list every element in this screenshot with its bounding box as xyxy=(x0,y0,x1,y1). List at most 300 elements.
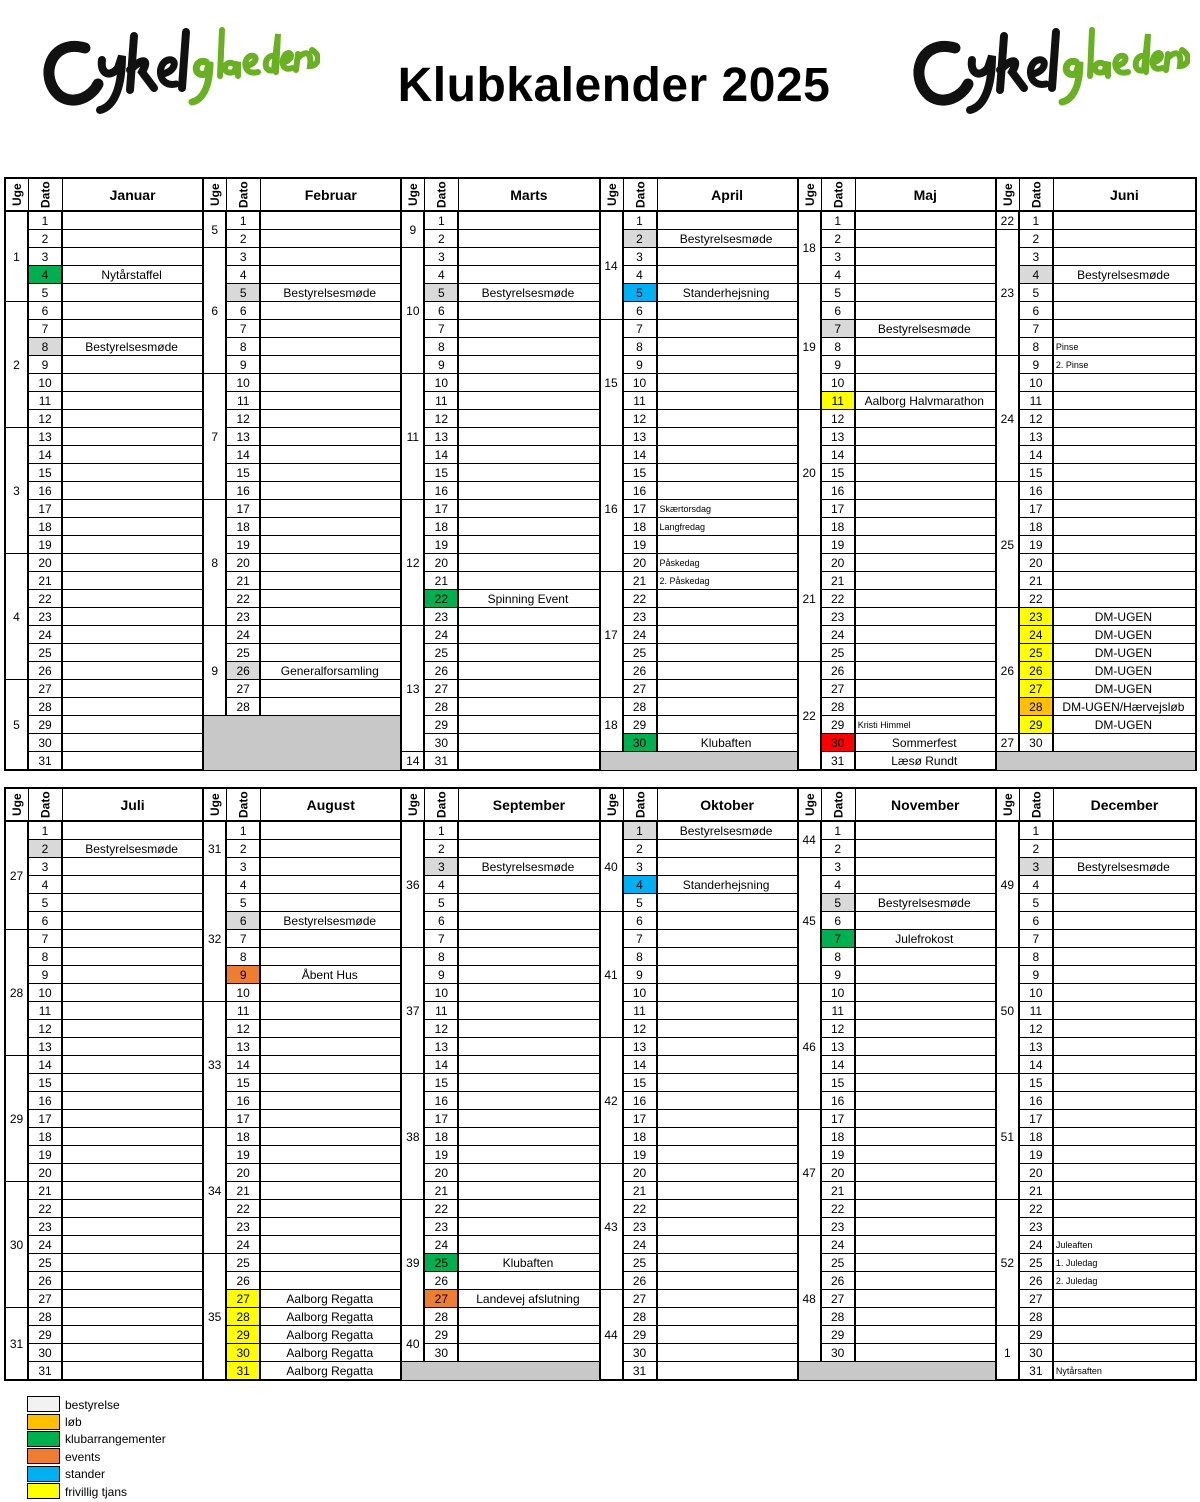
day-row[interactable] xyxy=(227,374,400,392)
event-cell[interactable] xyxy=(1054,1038,1193,1055)
day-row[interactable] xyxy=(1020,572,1195,590)
event-cell[interactable] xyxy=(459,752,596,769)
event-cell[interactable] xyxy=(1054,572,1193,589)
day-row[interactable] xyxy=(425,392,598,410)
event-cell[interactable] xyxy=(459,446,596,463)
event-cell[interactable] xyxy=(658,626,795,643)
event-cell[interactable] xyxy=(856,608,993,625)
event-cell[interactable] xyxy=(856,1254,993,1271)
day-row[interactable] xyxy=(227,1128,400,1146)
event-cell[interactable] xyxy=(63,320,200,337)
day-row[interactable] xyxy=(29,410,202,428)
day-row[interactable] xyxy=(1020,1146,1195,1164)
event-cell[interactable] xyxy=(459,1074,596,1091)
day-row[interactable] xyxy=(822,662,995,680)
event-cell[interactable] xyxy=(261,392,398,409)
day-row[interactable] xyxy=(1020,822,1195,840)
day-row[interactable] xyxy=(425,374,598,392)
event-cell[interactable] xyxy=(63,1074,200,1091)
event-cell[interactable]: Aalborg Regatta xyxy=(286,1363,374,1378)
event-cell[interactable] xyxy=(459,212,596,229)
event-cell[interactable] xyxy=(261,1200,398,1217)
day-row[interactable] xyxy=(822,1290,995,1308)
event-cell[interactable] xyxy=(63,248,200,265)
event-cell[interactable] xyxy=(261,1218,398,1235)
day-row[interactable] xyxy=(822,1002,995,1020)
event-cell[interactable] xyxy=(1054,984,1193,1001)
event-cell[interactable] xyxy=(261,948,398,965)
day-row[interactable] xyxy=(1020,266,1195,284)
day-row[interactable] xyxy=(822,716,995,734)
day-row[interactable] xyxy=(227,536,400,554)
event-cell[interactable] xyxy=(459,734,596,751)
event-cell[interactable] xyxy=(63,1128,200,1145)
day-row[interactable] xyxy=(227,1146,400,1164)
day-row[interactable] xyxy=(822,428,995,446)
event-cell[interactable] xyxy=(261,356,398,373)
event-cell[interactable] xyxy=(1054,554,1193,571)
event-cell[interactable] xyxy=(261,536,398,553)
day-row[interactable] xyxy=(822,1128,995,1146)
day-row[interactable] xyxy=(227,1038,400,1056)
event-cell[interactable] xyxy=(261,230,398,247)
day-row[interactable] xyxy=(822,698,995,716)
day-row[interactable] xyxy=(1020,1326,1195,1344)
event-cell[interactable] xyxy=(63,1146,200,1163)
day-row[interactable] xyxy=(822,320,995,338)
day-row[interactable] xyxy=(1020,212,1195,230)
day-row[interactable] xyxy=(227,266,400,284)
event-cell[interactable] xyxy=(856,464,993,481)
day-row[interactable] xyxy=(227,1020,400,1038)
event-cell[interactable] xyxy=(261,1020,398,1037)
day-row[interactable] xyxy=(624,554,797,572)
day-row[interactable] xyxy=(624,698,797,716)
day-row[interactable] xyxy=(624,572,797,590)
day-row[interactable] xyxy=(624,1074,797,1092)
day-row[interactable] xyxy=(1020,1056,1195,1074)
event-cell[interactable] xyxy=(63,482,200,499)
day-row[interactable] xyxy=(227,338,400,356)
day-row[interactable] xyxy=(29,554,202,572)
day-row[interactable] xyxy=(1020,554,1195,572)
day-row[interactable] xyxy=(29,1362,202,1380)
day-row[interactable] xyxy=(624,392,797,410)
event-cell[interactable] xyxy=(856,572,993,589)
day-row[interactable] xyxy=(624,1344,797,1362)
event-cell[interactable] xyxy=(1054,1344,1193,1361)
event-cell[interactable] xyxy=(658,1272,795,1289)
day-row[interactable] xyxy=(624,716,797,734)
event-cell[interactable] xyxy=(658,356,795,373)
day-row[interactable] xyxy=(822,876,995,894)
event-cell[interactable] xyxy=(63,1200,200,1217)
day-row[interactable] xyxy=(624,608,797,626)
day-row[interactable] xyxy=(1020,930,1195,948)
day-row[interactable] xyxy=(425,1002,598,1020)
event-cell[interactable] xyxy=(658,1074,795,1091)
day-row[interactable] xyxy=(227,644,400,662)
event-cell[interactable] xyxy=(63,1092,200,1109)
event-cell[interactable]: Læsø Rundt xyxy=(891,753,958,768)
event-cell[interactable] xyxy=(459,374,596,391)
day-row[interactable] xyxy=(624,644,797,662)
day-row[interactable] xyxy=(624,822,797,840)
day-row[interactable] xyxy=(1020,590,1195,608)
event-cell[interactable] xyxy=(1054,912,1193,929)
event-cell[interactable]: Bestyrelsesmøde xyxy=(481,859,575,874)
day-row[interactable] xyxy=(29,822,202,840)
event-cell[interactable] xyxy=(459,428,596,445)
day-row[interactable] xyxy=(624,734,797,752)
event-cell[interactable] xyxy=(261,518,398,535)
day-row[interactable] xyxy=(227,840,400,858)
day-row[interactable] xyxy=(624,1218,797,1236)
day-row[interactable] xyxy=(822,1182,995,1200)
event-cell[interactable] xyxy=(261,1002,398,1019)
event-cell[interactable] xyxy=(1054,464,1193,481)
day-row[interactable] xyxy=(822,1200,995,1218)
day-row[interactable] xyxy=(227,680,400,698)
event-cell[interactable] xyxy=(63,1110,200,1127)
event-cell[interactable] xyxy=(261,858,398,875)
event-cell[interactable] xyxy=(63,1038,200,1055)
day-row[interactable] xyxy=(425,1038,598,1056)
event-cell[interactable] xyxy=(1054,1182,1193,1199)
day-row[interactable] xyxy=(822,392,995,410)
event-cell[interactable] xyxy=(658,1038,795,1055)
event-cell[interactable] xyxy=(856,1236,993,1253)
event-cell[interactable] xyxy=(459,912,596,929)
event-cell[interactable] xyxy=(1054,1110,1193,1127)
event-cell[interactable] xyxy=(261,320,398,337)
event-cell[interactable] xyxy=(63,644,200,661)
day-row[interactable] xyxy=(1020,1074,1195,1092)
event-cell[interactable] xyxy=(856,302,993,319)
event-cell[interactable] xyxy=(63,1326,200,1343)
event-cell[interactable] xyxy=(856,1326,993,1343)
day-row[interactable] xyxy=(624,464,797,482)
event-cell[interactable] xyxy=(63,858,200,875)
event-cell[interactable] xyxy=(63,1254,200,1271)
day-row[interactable] xyxy=(624,1038,797,1056)
event-cell[interactable] xyxy=(856,248,993,265)
day-row[interactable] xyxy=(29,464,202,482)
event-cell[interactable] xyxy=(658,266,795,283)
day-row[interactable] xyxy=(624,374,797,392)
event-cell[interactable] xyxy=(856,1002,993,1019)
day-row[interactable] xyxy=(227,554,400,572)
event-cell[interactable] xyxy=(658,1056,795,1073)
event-cell[interactable] xyxy=(63,1182,200,1199)
day-row[interactable] xyxy=(822,752,995,770)
event-cell[interactable] xyxy=(658,302,795,319)
event-cell[interactable] xyxy=(856,1110,993,1127)
event-cell[interactable] xyxy=(261,410,398,427)
day-row[interactable] xyxy=(425,662,598,680)
event-cell[interactable] xyxy=(658,858,795,875)
day-row[interactable] xyxy=(624,876,797,894)
event-cell[interactable]: DM-UGEN xyxy=(1094,627,1153,642)
event-cell[interactable] xyxy=(658,212,795,229)
day-row[interactable] xyxy=(425,1074,598,1092)
event-cell[interactable]: Julefrokost xyxy=(895,931,954,946)
event-cell[interactable] xyxy=(658,536,795,553)
day-row[interactable] xyxy=(1020,1038,1195,1056)
event-cell[interactable]: Aalborg Regatta xyxy=(286,1327,374,1342)
event-cell[interactable] xyxy=(856,1344,993,1361)
day-row[interactable] xyxy=(227,302,400,320)
day-row[interactable] xyxy=(29,858,202,876)
day-row[interactable] xyxy=(425,822,598,840)
event-cell[interactable] xyxy=(261,1164,398,1181)
day-row[interactable] xyxy=(227,608,400,626)
event-cell[interactable]: Standerhejsning xyxy=(682,285,770,300)
event-cell[interactable]: Bestyrelsesmøde xyxy=(481,285,575,300)
event-cell[interactable] xyxy=(1054,320,1193,337)
day-row[interactable] xyxy=(822,1272,995,1290)
event-cell[interactable] xyxy=(459,1128,596,1145)
day-row[interactable] xyxy=(29,644,202,662)
day-row[interactable] xyxy=(624,1362,797,1380)
day-row[interactable] xyxy=(227,500,400,518)
day-row[interactable] xyxy=(29,1164,202,1182)
day-row[interactable] xyxy=(624,948,797,966)
event-cell[interactable] xyxy=(856,1020,993,1037)
event-cell[interactable] xyxy=(856,212,993,229)
event-cell[interactable] xyxy=(459,822,596,839)
day-row[interactable] xyxy=(624,518,797,536)
day-row[interactable] xyxy=(1020,1020,1195,1038)
event-cell[interactable]: Bestyrelsesmøde xyxy=(679,823,773,838)
day-row[interactable] xyxy=(822,1074,995,1092)
event-cell[interactable] xyxy=(63,1272,200,1289)
day-row[interactable] xyxy=(227,410,400,428)
day-row[interactable] xyxy=(1020,1254,1195,1272)
day-row[interactable] xyxy=(822,680,995,698)
event-cell[interactable] xyxy=(63,1056,200,1073)
day-row[interactable] xyxy=(29,1002,202,1020)
event-cell[interactable] xyxy=(658,464,795,481)
day-row[interactable] xyxy=(29,320,202,338)
day-row[interactable] xyxy=(425,1164,598,1182)
day-row[interactable] xyxy=(822,230,995,248)
event-cell[interactable] xyxy=(63,1308,200,1325)
event-cell[interactable] xyxy=(658,662,795,679)
day-row[interactable] xyxy=(425,212,598,230)
event-cell[interactable] xyxy=(261,1236,398,1253)
day-row[interactable] xyxy=(1020,356,1195,374)
day-row[interactable] xyxy=(227,912,400,930)
event-cell[interactable] xyxy=(856,590,993,607)
day-row[interactable] xyxy=(227,1074,400,1092)
event-cell[interactable] xyxy=(261,644,398,661)
day-row[interactable] xyxy=(624,338,797,356)
day-row[interactable] xyxy=(1020,626,1195,644)
event-cell[interactable]: 2. Påskedag xyxy=(659,575,710,586)
day-row[interactable] xyxy=(29,912,202,930)
day-row[interactable] xyxy=(227,1164,400,1182)
event-cell[interactable] xyxy=(856,822,993,839)
day-row[interactable] xyxy=(29,1272,202,1290)
event-cell[interactable] xyxy=(658,1146,795,1163)
day-row[interactable] xyxy=(29,1236,202,1254)
event-cell[interactable] xyxy=(658,1308,795,1325)
event-cell[interactable] xyxy=(856,428,993,445)
day-row[interactable] xyxy=(1020,966,1195,984)
day-row[interactable] xyxy=(29,1146,202,1164)
event-cell[interactable] xyxy=(658,1164,795,1181)
event-cell[interactable] xyxy=(856,1038,993,1055)
event-cell[interactable] xyxy=(261,930,398,947)
event-cell[interactable] xyxy=(658,1290,795,1307)
day-row[interactable] xyxy=(1020,320,1195,338)
day-row[interactable] xyxy=(227,392,400,410)
day-row[interactable] xyxy=(822,1056,995,1074)
event-cell[interactable] xyxy=(261,572,398,589)
event-cell[interactable] xyxy=(459,680,596,697)
day-row[interactable] xyxy=(822,212,995,230)
event-cell[interactable] xyxy=(459,1110,596,1127)
day-row[interactable] xyxy=(624,1326,797,1344)
day-row[interactable] xyxy=(624,1182,797,1200)
day-row[interactable] xyxy=(1020,446,1195,464)
event-cell[interactable] xyxy=(658,392,795,409)
day-row[interactable] xyxy=(29,356,202,374)
event-cell[interactable] xyxy=(261,876,398,893)
day-row[interactable] xyxy=(227,698,400,716)
day-row[interactable] xyxy=(425,1344,598,1362)
day-row[interactable] xyxy=(29,446,202,464)
event-cell[interactable] xyxy=(459,1272,596,1289)
event-cell[interactable] xyxy=(658,1020,795,1037)
event-cell[interactable] xyxy=(1054,1020,1193,1037)
day-row[interactable] xyxy=(425,248,598,266)
event-cell[interactable] xyxy=(459,930,596,947)
event-cell[interactable] xyxy=(658,680,795,697)
event-cell[interactable]: Klubaften xyxy=(502,1255,554,1270)
event-cell[interactable] xyxy=(63,518,200,535)
day-row[interactable] xyxy=(624,1290,797,1308)
day-row[interactable] xyxy=(822,1110,995,1128)
event-cell[interactable] xyxy=(63,626,200,643)
day-row[interactable] xyxy=(425,984,598,1002)
event-cell[interactable] xyxy=(658,1182,795,1199)
event-cell[interactable] xyxy=(1054,930,1193,947)
day-row[interactable] xyxy=(29,212,202,230)
event-cell[interactable] xyxy=(856,948,993,965)
day-row[interactable] xyxy=(1020,230,1195,248)
day-row[interactable] xyxy=(227,356,400,374)
day-row[interactable] xyxy=(624,1110,797,1128)
day-row[interactable] xyxy=(29,1326,202,1344)
event-cell[interactable] xyxy=(856,1308,993,1325)
day-row[interactable] xyxy=(624,266,797,284)
event-cell[interactable] xyxy=(63,1344,200,1361)
day-row[interactable] xyxy=(1020,680,1195,698)
event-cell[interactable] xyxy=(459,1344,596,1361)
day-row[interactable] xyxy=(227,428,400,446)
day-row[interactable] xyxy=(425,284,598,302)
day-row[interactable] xyxy=(29,716,202,734)
day-row[interactable] xyxy=(822,572,995,590)
day-row[interactable] xyxy=(624,1164,797,1182)
day-row[interactable] xyxy=(29,1290,202,1308)
event-cell[interactable] xyxy=(261,1092,398,1109)
day-row[interactable] xyxy=(425,1326,598,1344)
day-row[interactable] xyxy=(29,1218,202,1236)
day-row[interactable] xyxy=(425,338,598,356)
event-cell[interactable] xyxy=(261,428,398,445)
day-row[interactable] xyxy=(1020,1272,1195,1290)
day-row[interactable] xyxy=(425,536,598,554)
event-cell[interactable]: 1. Juledag xyxy=(1055,1257,1098,1268)
day-row[interactable] xyxy=(425,734,598,752)
event-cell[interactable] xyxy=(856,338,993,355)
event-cell[interactable]: DM-UGEN xyxy=(1094,609,1153,624)
day-row[interactable] xyxy=(624,230,797,248)
event-cell[interactable] xyxy=(1054,374,1193,391)
event-cell[interactable] xyxy=(1054,1308,1193,1325)
day-row[interactable] xyxy=(29,698,202,716)
day-row[interactable] xyxy=(227,1002,400,1020)
event-cell[interactable] xyxy=(261,266,398,283)
event-cell[interactable] xyxy=(658,840,795,857)
event-cell[interactable] xyxy=(856,554,993,571)
event-cell[interactable] xyxy=(1054,734,1193,751)
event-cell[interactable] xyxy=(658,1362,795,1379)
event-cell[interactable] xyxy=(856,482,993,499)
day-row[interactable] xyxy=(1020,536,1195,554)
event-cell[interactable] xyxy=(856,1200,993,1217)
day-row[interactable] xyxy=(29,338,202,356)
day-row[interactable] xyxy=(822,894,995,912)
event-cell[interactable] xyxy=(63,572,200,589)
day-row[interactable] xyxy=(624,894,797,912)
event-cell[interactable] xyxy=(856,984,993,1001)
day-row[interactable] xyxy=(1020,1110,1195,1128)
event-cell[interactable] xyxy=(63,1362,200,1379)
day-row[interactable] xyxy=(624,912,797,930)
event-cell[interactable] xyxy=(63,752,200,769)
event-cell[interactable] xyxy=(459,840,596,857)
event-cell[interactable] xyxy=(856,1074,993,1091)
day-row[interactable] xyxy=(1020,840,1195,858)
day-row[interactable] xyxy=(425,518,598,536)
event-cell[interactable] xyxy=(63,1002,200,1019)
event-cell[interactable] xyxy=(1054,1218,1193,1235)
day-row[interactable] xyxy=(822,464,995,482)
event-cell[interactable]: DM-UGEN/Hærvejsløb xyxy=(1062,699,1185,714)
day-row[interactable] xyxy=(425,230,598,248)
event-cell[interactable] xyxy=(63,1020,200,1037)
event-cell[interactable] xyxy=(459,410,596,427)
day-row[interactable] xyxy=(425,482,598,500)
event-cell[interactable] xyxy=(1054,822,1193,839)
event-cell[interactable]: Bestyrelsesmøde xyxy=(85,841,178,856)
day-row[interactable] xyxy=(29,1182,202,1200)
day-row[interactable] xyxy=(1020,302,1195,320)
event-cell[interactable] xyxy=(459,356,596,373)
event-cell[interactable] xyxy=(459,1146,596,1163)
event-cell[interactable] xyxy=(459,966,596,983)
event-cell[interactable] xyxy=(261,338,398,355)
event-cell[interactable] xyxy=(658,644,795,661)
event-cell[interactable] xyxy=(459,1308,596,1325)
day-row[interactable] xyxy=(425,410,598,428)
event-cell[interactable]: Påskedag xyxy=(659,557,700,568)
event-cell[interactable] xyxy=(1054,500,1193,517)
